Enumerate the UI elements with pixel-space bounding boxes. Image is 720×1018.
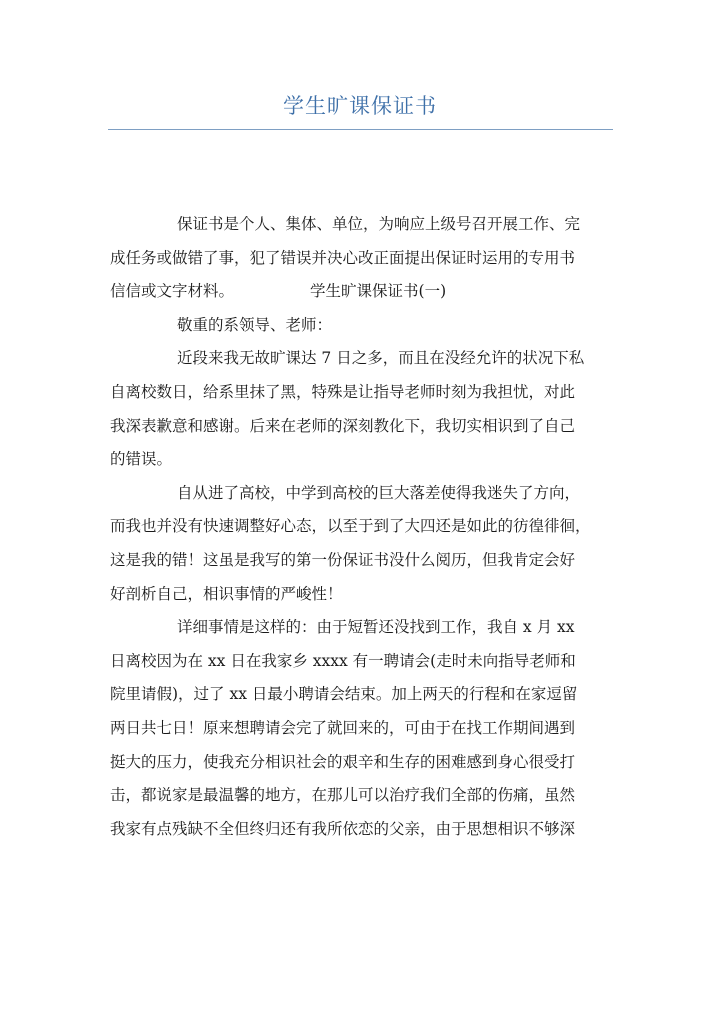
paragraph-line: 好剖析自己，相识事情的严峻性！ <box>110 584 343 603</box>
section-subheading: 学生旷课保证书(一) <box>310 282 447 301</box>
paragraph-line: 详细事情是这样的：由于短暂还没找到工作，我自 x 月 xx <box>177 618 575 637</box>
paragraph-line: 近段来我无故旷课达 7 日之多，而且在没经允许的状况下私 <box>177 349 585 368</box>
paragraph-line <box>110 275 612 309</box>
paragraph-line: 挺大的压力，使我充分相识社会的艰辛和生存的困难感到身心很受打 <box>110 752 576 771</box>
title-divider <box>108 129 613 130</box>
document-body <box>110 208 612 846</box>
paragraph-line: 我家有点残缺不全但终归还有我所依恋的父亲，由于思想相识不够深 <box>110 819 576 838</box>
paragraph-line: 自从进了高校，中学到高校的巨大落差使得我迷失了方向， <box>177 483 581 502</box>
paragraph-line-text: 信信或文字材料。 <box>110 282 235 301</box>
salutation: 敬重的系领导、老师： <box>177 315 333 334</box>
paragraph-line: 日离校因为在 xx 日在我家乡 xxxx 有一聘请会(走时未向指导老师和 <box>110 651 576 670</box>
paragraph-line: 这是我的错！这虽是我写的第一份保证书没什么阅历，但我肯定会好 <box>110 550 576 569</box>
paragraph-line: 保证书是个人、集体、单位，为响应上级号召开展工作、完 <box>177 215 581 233</box>
paragraph-line: 我深表歉意和感谢。后来在老师的深刻教化下，我切实相识到了自己 <box>110 416 576 435</box>
paragraph-line: 院里请假)，过了 xx 日最小聘请会结束。加上两天的行程和在家逗留 <box>110 685 578 704</box>
paragraph-line: 击，都说家是最温馨的地方，在那儿可以治疗我们全部的伤痛，虽然 <box>110 786 576 805</box>
paragraph-line: 的错误。 <box>110 450 173 469</box>
paragraph-line: 成任务或做错了事，犯了错误并决心改正面提出保证时运用的专用书 <box>110 248 576 267</box>
document-title: 学生旷课保证书 <box>283 94 437 118</box>
paragraph-line: 自离校数日，给系里抹了黑，特殊是让指导老师时刻为我担忧，对此 <box>110 382 576 401</box>
paragraph-line: 而我也并没有快速调整好心态，以至于到了大四还是如此的彷徨徘徊， <box>110 517 591 536</box>
paragraph-line: 两日共七日！原来想聘请会完了就回来的，可由于在找工作期间遇到 <box>110 718 576 737</box>
